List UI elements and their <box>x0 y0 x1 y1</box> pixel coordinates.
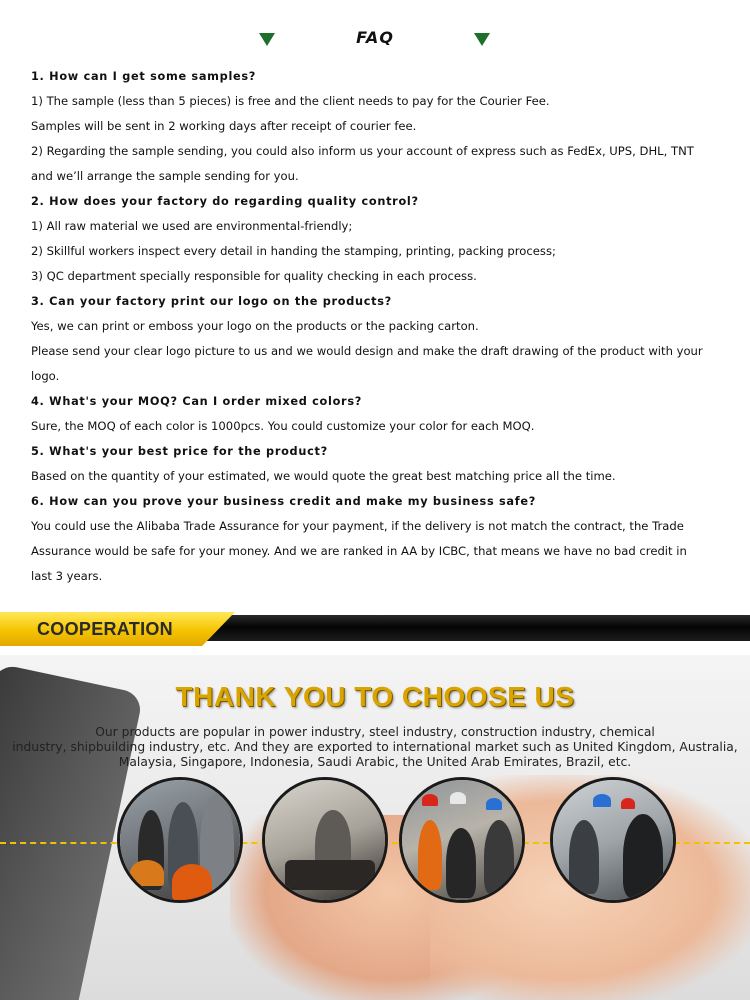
cooperation-label: COOPERATION <box>37 619 173 639</box>
faq-answer-line: 3) QC department specially responsible for quality checking in each process. <box>31 269 477 283</box>
faq-answer-line: and we’ll arrange the sample sending for you. <box>31 169 299 183</box>
banner-intro <box>0 725 750 770</box>
customer-photo <box>117 777 243 903</box>
faq-header <box>0 24 750 54</box>
customer-photo <box>399 777 525 903</box>
faq-question: 4. What's your MOQ? Can I order mixed colors? <box>31 395 362 408</box>
faq-question: 5. What's your best price for the product? <box>31 445 328 458</box>
faq-answer-line: 2) Skillful workers inspect every detail in handing the stamping, printing, packing process; <box>31 244 556 258</box>
faq-question: 3. Can your factory print our logo on the products? <box>31 295 392 308</box>
cooperation-bar <box>0 612 750 646</box>
banner-intro-line: Our products are popular in power industry, steel industry, construction industry, chemical <box>95 725 655 739</box>
banner-intro-line: Malaysia, Singapore, Indonesia, Saudi Arabic, the United Arab Emirates, Brazil, etc. <box>118 755 632 769</box>
customer-photo <box>550 777 676 903</box>
faq-answer-line: 2) Regarding the sample sending, you could also inform us your account of express such as FedEx, UPS, DHL, TNT <box>31 144 694 158</box>
faq-question: 2. How does your factory do regarding quality control? <box>31 195 419 208</box>
faq-answer-line: Sure, the MOQ of each color is 1000pcs. You could customize your color for each MOQ. <box>31 419 535 433</box>
triangle-down-icon <box>474 33 490 46</box>
faq-answer-line: 1) All raw material we used are environmental-friendly; <box>31 219 353 233</box>
triangle-down-icon <box>259 33 275 46</box>
customer-photo <box>262 777 388 903</box>
faq-answer-line: Please send your clear logo picture to us and we would design and make the draft drawing of the product with your <box>31 344 703 358</box>
faq-answer-line: logo. <box>31 369 60 383</box>
faq-question: 6. How can you prove your business credit and make my business safe? <box>31 495 536 508</box>
banner-intro-line: industry, shipbuilding industry, etc. And they are exported to international market such as United Kingdom, Australia, <box>12 740 738 754</box>
banner-title: THANK YOU TO CHOOSE US <box>175 681 575 712</box>
faq-answer-line: Assurance would be safe for your money. And we are ranked in AA by ICBC, that means we have no bad credit in <box>31 544 687 558</box>
faq-list <box>31 64 739 589</box>
faq-title: FAQ <box>356 28 394 47</box>
faq-answer-line: Yes, we can print or emboss your logo on the products or the packing carton. <box>31 319 479 333</box>
faq-answer-line: 1) The sample (less than 5 pieces) is free and the client needs to pay for the Courier Fee. <box>31 94 550 108</box>
faq-answer-line: Based on the quantity of your estimated, we would quote the great best matching price all the time. <box>31 469 616 483</box>
faq-question: 1. How can I get some samples? <box>31 70 257 83</box>
faq-answer-line: last 3 years. <box>31 569 103 583</box>
faq-answer-line: You could use the Alibaba Trade Assurance for your payment, if the delivery is not match the contract, the Trade <box>31 519 684 533</box>
thank-you-banner <box>0 655 750 1000</box>
faq-answer-line: Samples will be sent in 2 working days after receipt of courier fee. <box>31 119 417 133</box>
